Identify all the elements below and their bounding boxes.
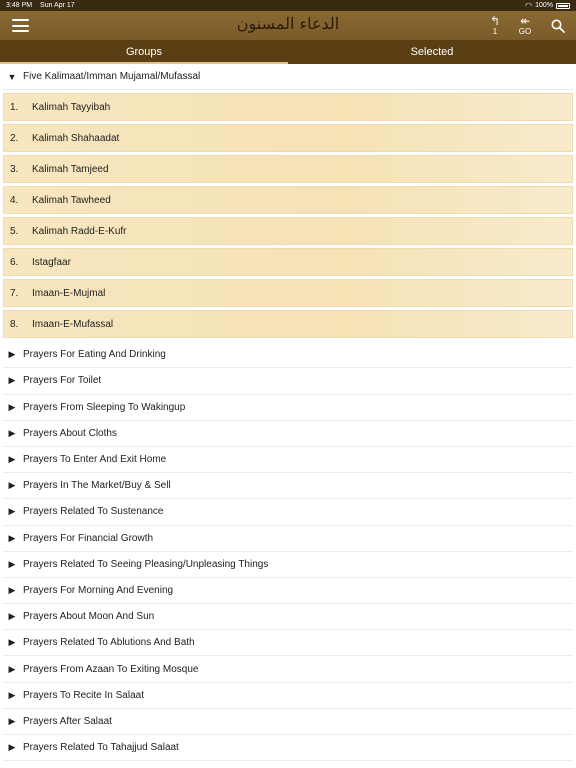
group-title: Prayers For Financial Growth (23, 532, 154, 544)
item-label: Kalimah Radd-E-Kufr (32, 225, 127, 237)
search-icon (551, 19, 565, 33)
status-left (6, 2, 81, 9)
collapsed-arrow-icon: ▶ (8, 375, 16, 386)
group-row-expanded[interactable] (3, 64, 573, 90)
group-title: Prayers In The Market/Buy & Sell (23, 480, 171, 492)
item-label: Kalimah Tawheed (32, 194, 111, 206)
group-row[interactable] (3, 630, 573, 656)
group-row[interactable] (3, 368, 573, 394)
tab-selected[interactable]: Selected (410, 46, 454, 58)
back-button[interactable] (480, 11, 510, 40)
collapsed-arrow-icon: ▶ (8, 637, 16, 648)
collapsed-arrow-icon: ▶ (8, 427, 16, 438)
reply-all-icon: ↞ (519, 14, 531, 28)
battery-icon (556, 3, 570, 9)
tab-bar (0, 40, 576, 64)
list-item[interactable] (3, 186, 573, 214)
wifi-icon: ◠ (525, 1, 533, 10)
group-row[interactable] (3, 499, 573, 525)
item-number: 2. (10, 132, 19, 144)
group-title: Prayers About Cloths (23, 427, 117, 439)
collapsed-arrow-icon: ▶ (8, 401, 16, 412)
group-row[interactable] (3, 447, 573, 473)
search-button[interactable] (540, 11, 576, 40)
group-title: Prayers Related To Sustenance (23, 506, 164, 518)
group-row[interactable] (3, 473, 573, 499)
go-button[interactable] (510, 11, 540, 40)
group-row[interactable] (3, 709, 573, 735)
groups-list (0, 64, 576, 761)
collapsed-arrow-icon: ▶ (8, 506, 16, 517)
expanded-arrow-icon: ▼ (7, 71, 17, 82)
collapsed-arrow-icon: ▶ (8, 663, 16, 674)
group-row[interactable] (3, 342, 573, 368)
item-label: Imaan-E-Mujmal (32, 287, 106, 299)
group-title: Prayers After Salaat (23, 715, 112, 727)
menu-button[interactable] (0, 11, 40, 40)
group-title: Prayers Related To Ablutions And Bath (23, 637, 195, 649)
item-number: 3. (10, 163, 19, 175)
collapsed-arrow-icon: ▶ (8, 454, 16, 465)
group-row[interactable] (3, 604, 573, 630)
item-label: Kalimah Tayyibah (32, 101, 111, 113)
collapsed-arrow-icon: ▶ (8, 689, 16, 700)
list-item[interactable] (3, 155, 573, 183)
reply-icon: ↰ (489, 14, 501, 28)
group-row[interactable] (3, 656, 573, 682)
header-tools (480, 11, 576, 40)
status-date: Sun Apr 17 (40, 2, 75, 9)
list-item[interactable] (3, 93, 573, 121)
collapsed-arrow-icon: ▶ (8, 584, 16, 595)
battery-percent: 100% (535, 2, 553, 9)
list-item[interactable] (3, 279, 573, 307)
collapsed-arrow-icon: ▶ (8, 480, 16, 491)
group-row[interactable] (3, 683, 573, 709)
item-number: 1. (10, 101, 19, 113)
group-title: Prayers About Moon And Sun (23, 611, 155, 623)
back-count: 1 (492, 27, 498, 36)
collapsed-arrow-icon: ▶ (8, 611, 16, 622)
collapsed-arrow-icon: ▶ (8, 715, 16, 726)
collapsed-arrow-icon: ▶ (8, 742, 16, 753)
item-label: Kalimah Tamjeed (32, 163, 109, 175)
group-title: Prayers For Morning And Evening (23, 584, 174, 596)
group-title: Prayers For Eating And Drinking (23, 349, 166, 361)
group-title: Prayers To Recite In Salaat (23, 689, 144, 701)
group-row[interactable] (3, 395, 573, 421)
go-label: GO (518, 27, 532, 36)
status-right (525, 1, 570, 10)
list-item[interactable] (3, 124, 573, 152)
group-title: Prayers For Toilet (23, 375, 102, 387)
item-number: 7. (10, 287, 19, 299)
tab-groups[interactable]: Groups (0, 40, 288, 64)
group-title: Prayers Related To Tahajjud Salaat (23, 742, 179, 754)
group-row[interactable] (3, 578, 573, 604)
group-row[interactable] (3, 552, 573, 578)
group-title: Five Kalimaat/Imman Mujamal/Mufassal (23, 71, 201, 83)
hamburger-icon (12, 19, 29, 32)
collapsed-arrow-icon: ▶ (8, 558, 16, 569)
list-item[interactable] (3, 248, 573, 276)
item-label: Kalimah Shahaadat (32, 132, 120, 144)
status-time: 3:48 PM (6, 2, 33, 9)
group-title: Prayers From Sleeping To Wakingup (23, 401, 186, 413)
item-label: Istagfaar (32, 256, 71, 268)
app-header (0, 11, 576, 40)
list-item[interactable] (3, 310, 573, 338)
item-label: Imaan-E-Mufassal (32, 318, 114, 330)
group-title: Prayers From Azaan To Exiting Mosque (23, 663, 199, 675)
list-item[interactable] (3, 217, 573, 245)
collapsed-arrow-icon: ▶ (8, 349, 16, 360)
item-number: 5. (10, 225, 19, 237)
app-title: الدعاء المسنون (236, 14, 340, 33)
group-row[interactable] (3, 526, 573, 552)
item-number: 6. (10, 256, 19, 268)
group-row[interactable] (3, 735, 573, 761)
item-number: 4. (10, 194, 19, 206)
group-title: Prayers To Enter And Exit Home (23, 454, 167, 466)
group-row[interactable] (3, 421, 573, 447)
item-number: 8. (10, 318, 19, 330)
collapsed-arrow-icon: ▶ (8, 532, 16, 543)
group-title: Prayers Related To Seeing Pleasing/Unpleasing Things (23, 558, 269, 570)
status-bar (0, 0, 576, 11)
